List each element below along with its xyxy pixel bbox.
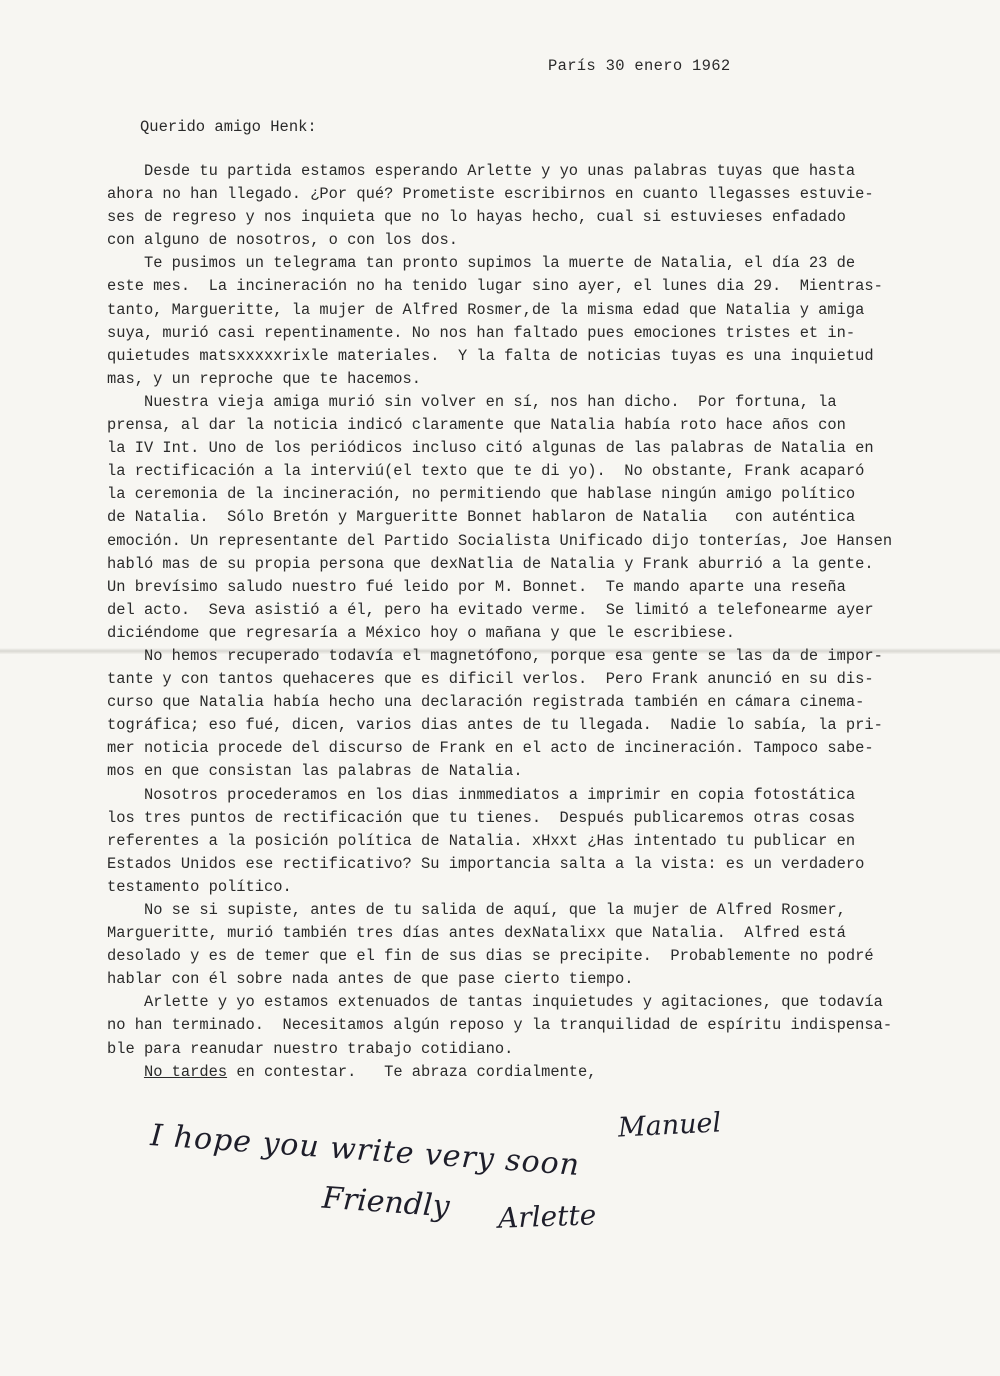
handwritten-note-line-2: Friendly <box>320 1180 451 1225</box>
letter-body <box>107 160 969 1084</box>
paragraph-3: Nuestra vieja amiga murió sin volver en sí, nos han dicho. Por fortuna, la prensa, al dar la noticia indicó claramente que Natalia había roto hace años con la IV Int. Uno de los periódicos incluso citó algunas de las palabras de Natalia en la rectificación a la interviú(el texto que te di yo). No obstante, Frank acaparó la ceremonia de la incineración, no permitiendo que hablase ningún amigo político de Natalia. Sólo Bretón y Margueritte Bonnet hablaron de Natalia con auténtica emoción. Un representante del Partido Socialista Unificado dijo tonterías, Joe Hansen habló mas de su propia persona que dexNatlia de Natalia y Frank aburrió a la gente. Un brevísimo saludo nuestro fué leido por M. Bonnet. Te mando aparte una reseña del acto. Seva asistió a él, pero ha evitado verme. Se limitó a telefonearme ayer diciéndome que regresaría a México hoy o mañana y que le escribiese. <box>107 392 893 642</box>
handwritten-note-line-1: I hope you write very soon <box>149 1118 582 1183</box>
paragraph-4: No hemos recuperado todavía el magnetófono, porque esa gente se las da de impor- tante y con tantos quehaceres que es dificil verlos. Pero Frank anunció en su dis- curso que Natalia había hecho una declaración registrada también en cámara cinema- tográfica; eso fué, dicen, varios dias antes de tu llegada. Nadie lo sabía, la pri- mer noticia procede del discurso de Frank en el acto de incineración. Tampoco sabe- mos en que consistan las palabras de Natalia. <box>107 646 883 781</box>
letter-date: París 30 enero 1962 <box>548 57 731 75</box>
paragraph-7: Arlette y yo estamos extenuados de tantas inquietudes y agitaciones, que todavía no han terminado. Necesitamos algún reposo y la tranquilidad de espíritu indispensa- ble para reanudar nuestro trabajo cotidiano. <box>107 993 893 1058</box>
letter-salutation: Querido amigo Henk: <box>140 118 317 136</box>
paragraph-1: Desde tu partida estamos esperando Arlette y yo unas palabras tuyas que hasta ahora no han llegado. ¿Por qué? Prometiste escribirnos en cuanto llegasses estuvie- ses de regreso y nos inquieta que no lo hayas hecho, cual si estuvieses enfadado con alguno de nosotros, o con los dos. <box>107 162 874 250</box>
closing-line <box>107 1061 969 1084</box>
paragraph-6: No se si supiste, antes de tu salida de aquí, que la mujer de Alfred Rosmer, Margueritte, murió también tres días antes dexNatalixx que Natalia. Alfred está desolado y es de temer que el fin de sus dias se precipite. Probablemente no podré hablar con él sobre nada antes de que pase cierto tiempo. <box>107 901 874 989</box>
handwritten-signature-arlette: Arlette <box>497 1198 597 1235</box>
handwritten-signature-manuel: Manuel <box>617 1107 722 1144</box>
paragraph-2: Te pusimos un telegrama tan pronto supimos la muerte de Natalia, el día 23 de este mes. La incineración no ha tenido lugar sino ayer, el lunes dia 29. Mientras- tanto, Margueritte, la mujer de Alfred Rosmer,de la misma edad que Natalia y amiga suya, murió casi repentinamente. No nos han faltado pues emociones tristes et in- quietudes matsxxxxxrixle materiales. Y la falta de noticias tuyas es una inquietud mas, y un reproche que te hacemos. <box>107 254 883 388</box>
closing-underlined: No tardes <box>143 1062 228 1081</box>
paragraph-5: Nosotros procederamos en los dias inmmediatos a imprimir en copia fotostática los tres puntos de rectificación que tu tienes. Después publicaremos otras cosas referentes a la posición política de Natalia. xHxxt ¿Has intentado tu publicar en Estados Unidos ese rectificativo? Su importancia salta a la vista: es un verdadero testamento político. <box>107 785 865 896</box>
closing-rest: en contestar. Te abraza cordialmente, <box>227 1062 597 1081</box>
